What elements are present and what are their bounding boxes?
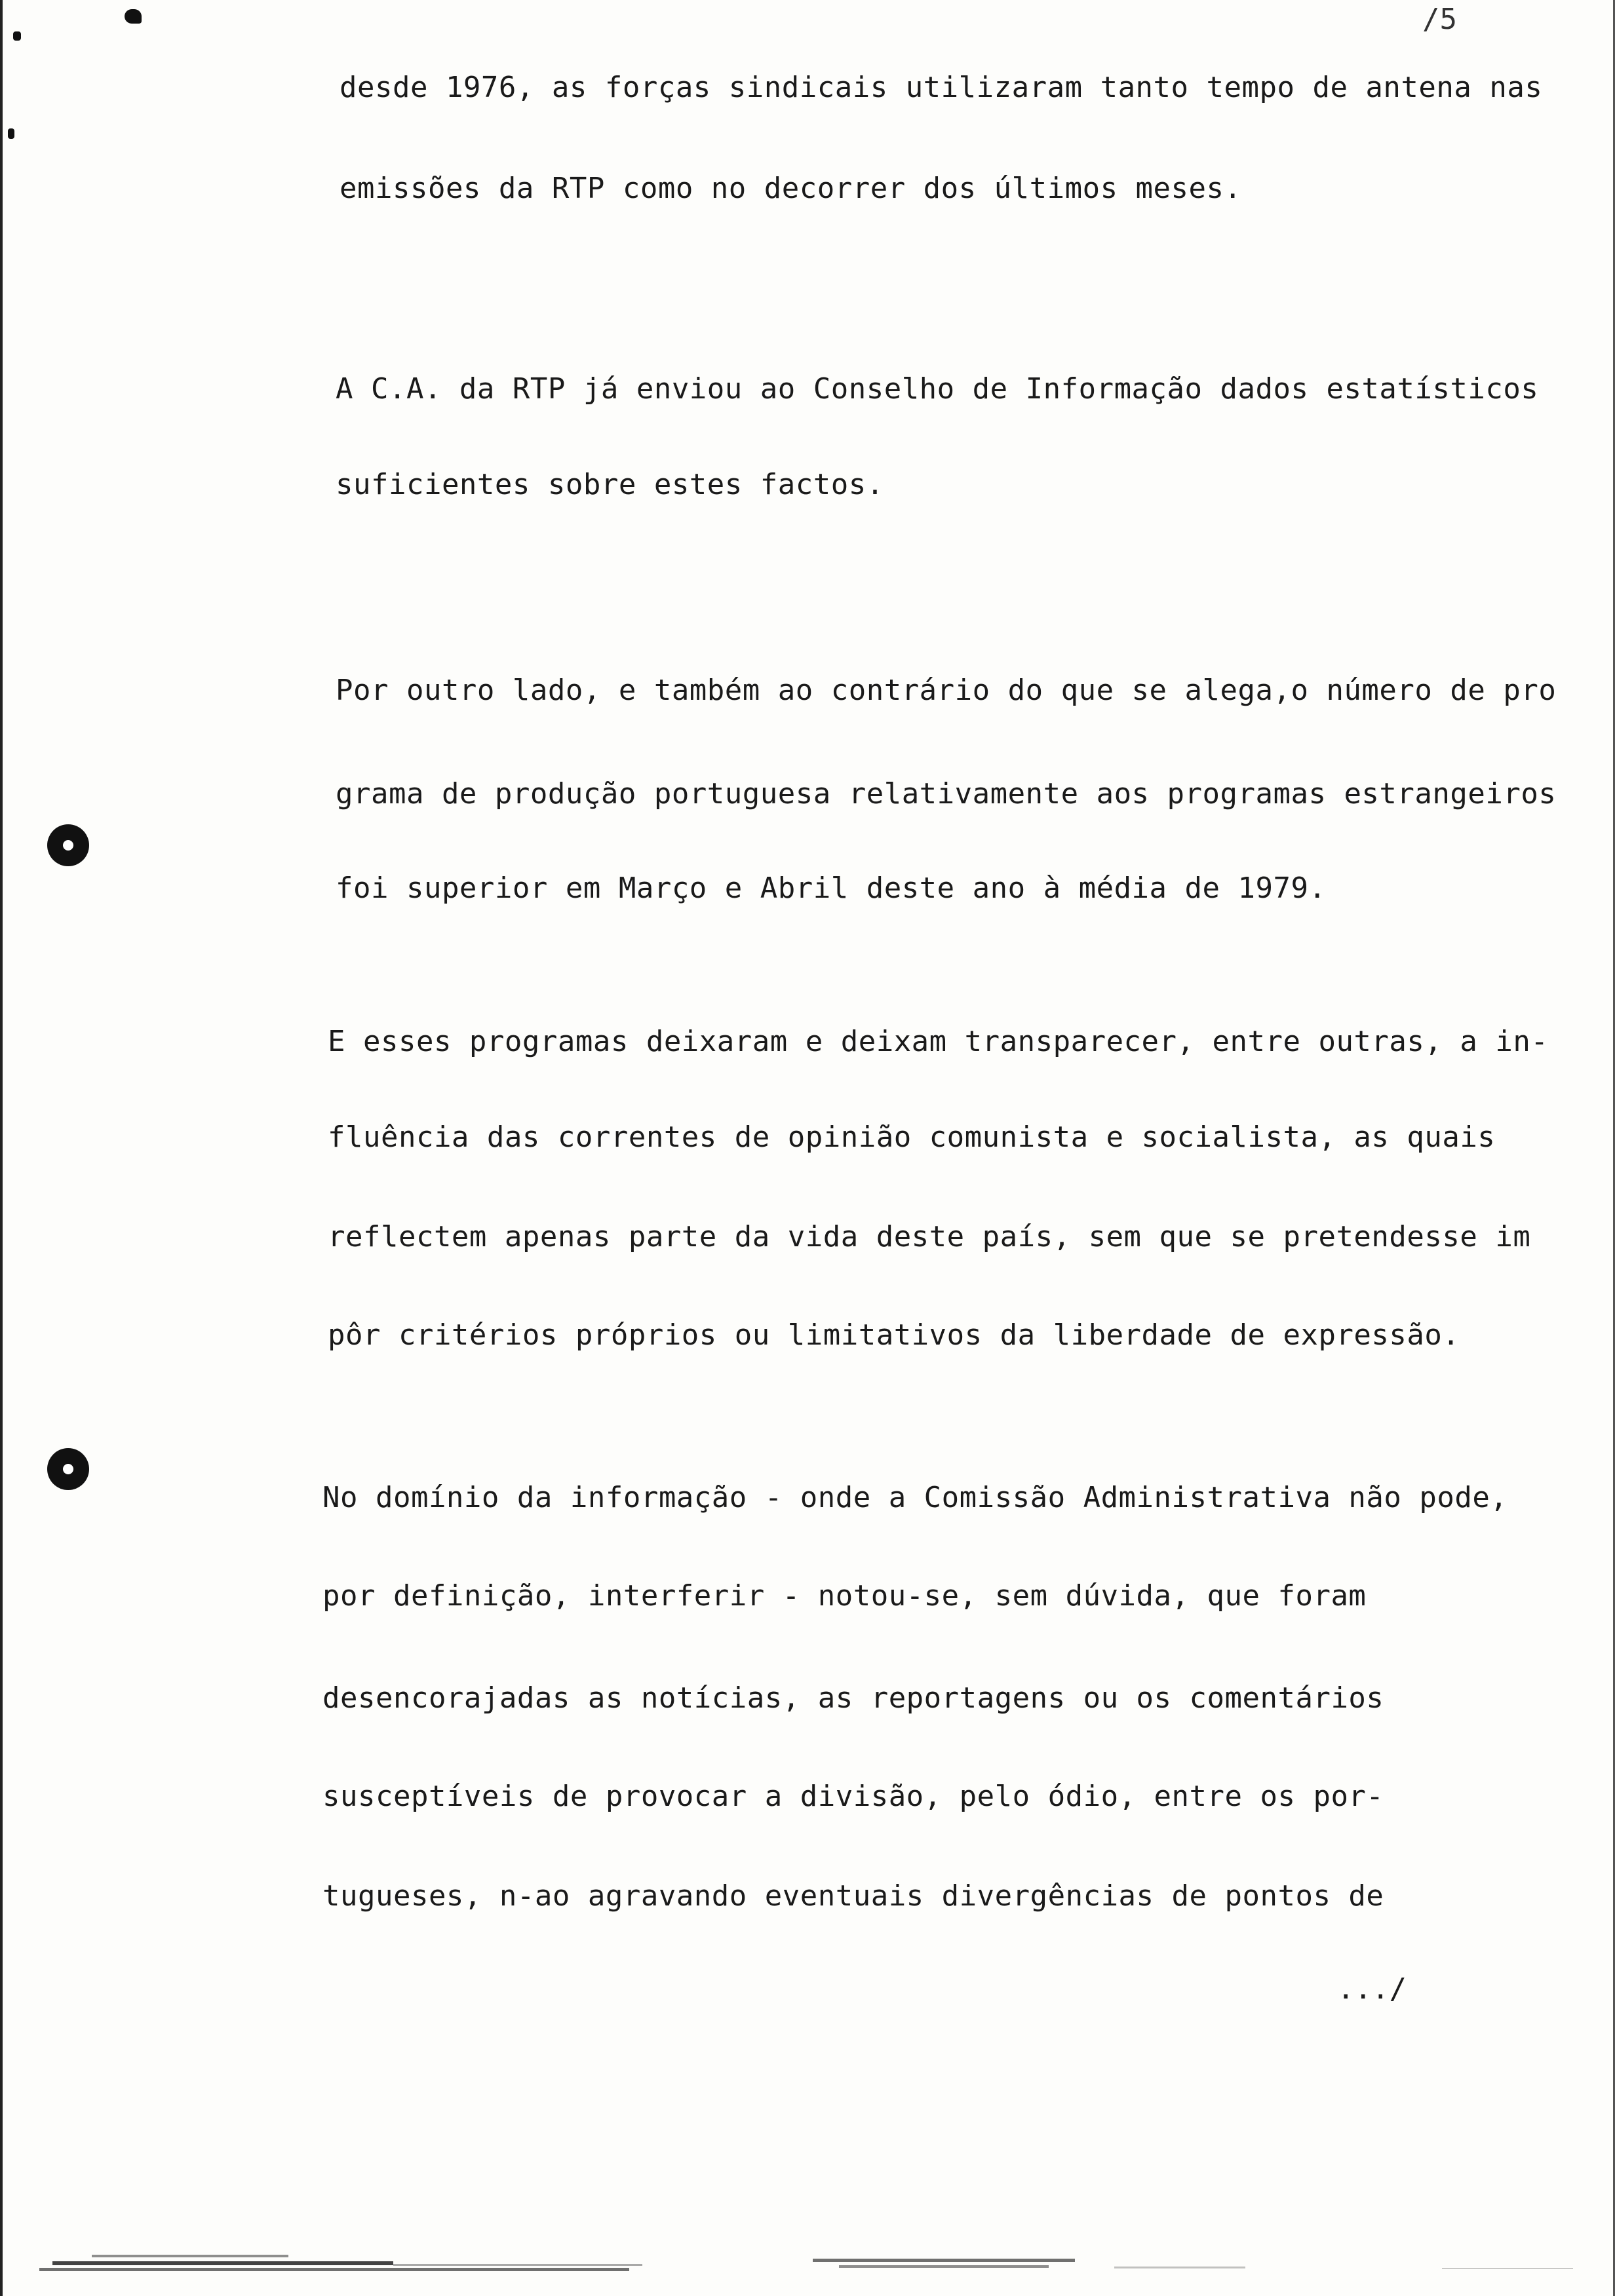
page-number: /5	[1422, 3, 1457, 36]
body-line: tugueses, n-ao agravando eventuais divergências de pontos de	[322, 1879, 1384, 1913]
continuation-mark: .../	[1337, 1972, 1407, 2006]
body-line: fluência das correntes de opinião comunista e socialista, as quais	[328, 1120, 1496, 1154]
body-line: por definição, interferir - notou-se, sem dúvida, que foram	[322, 1579, 1367, 1613]
body-line: E esses programas deixaram e deixam transparecer, entre outras, a in-	[328, 1025, 1549, 1058]
body-line: pôr critérios próprios ou limitativos da liberdade de expressão.	[328, 1318, 1460, 1352]
body-line: susceptíveis de provocar a divisão, pelo ódio, entre os por-	[322, 1780, 1384, 1813]
scan-edge-left	[0, 0, 3, 2296]
scan-noise-bottom	[0, 2225, 1615, 2296]
body-line: grama de produção portuguesa relativamente aos programas estrangeiros	[336, 777, 1557, 811]
scan-speck	[13, 31, 21, 41]
scan-speck	[8, 128, 14, 139]
body-line: A C.A. da RTP já enviou ao Conselho de Informação dados estatísticos	[336, 372, 1539, 406]
body-line: Por outro lado, e também ao contrário do que se alega,o número de pro	[336, 674, 1557, 707]
body-line: reflectem apenas parte da vida deste país, sem que se pretendesse im	[328, 1220, 1531, 1253]
punch-hole	[47, 824, 89, 866]
body-line: emissões da RTP como no decorrer dos últimos meses.	[340, 172, 1242, 205]
scan-speck	[125, 9, 142, 24]
body-line: desde 1976, as forças sindicais utilizaram tanto tempo de antena nas	[340, 71, 1543, 104]
body-line: desencorajadas as notícias, as reportagens ou os comentários	[322, 1681, 1384, 1715]
body-line: suficientes sobre estes factos.	[336, 468, 884, 501]
body-line: foi superior em Março e Abril deste ano à média de 1979.	[336, 871, 1327, 905]
punch-hole	[47, 1448, 89, 1490]
body-line: No domínio da informação - onde a Comissão Administrativa não pode,	[322, 1481, 1508, 1514]
